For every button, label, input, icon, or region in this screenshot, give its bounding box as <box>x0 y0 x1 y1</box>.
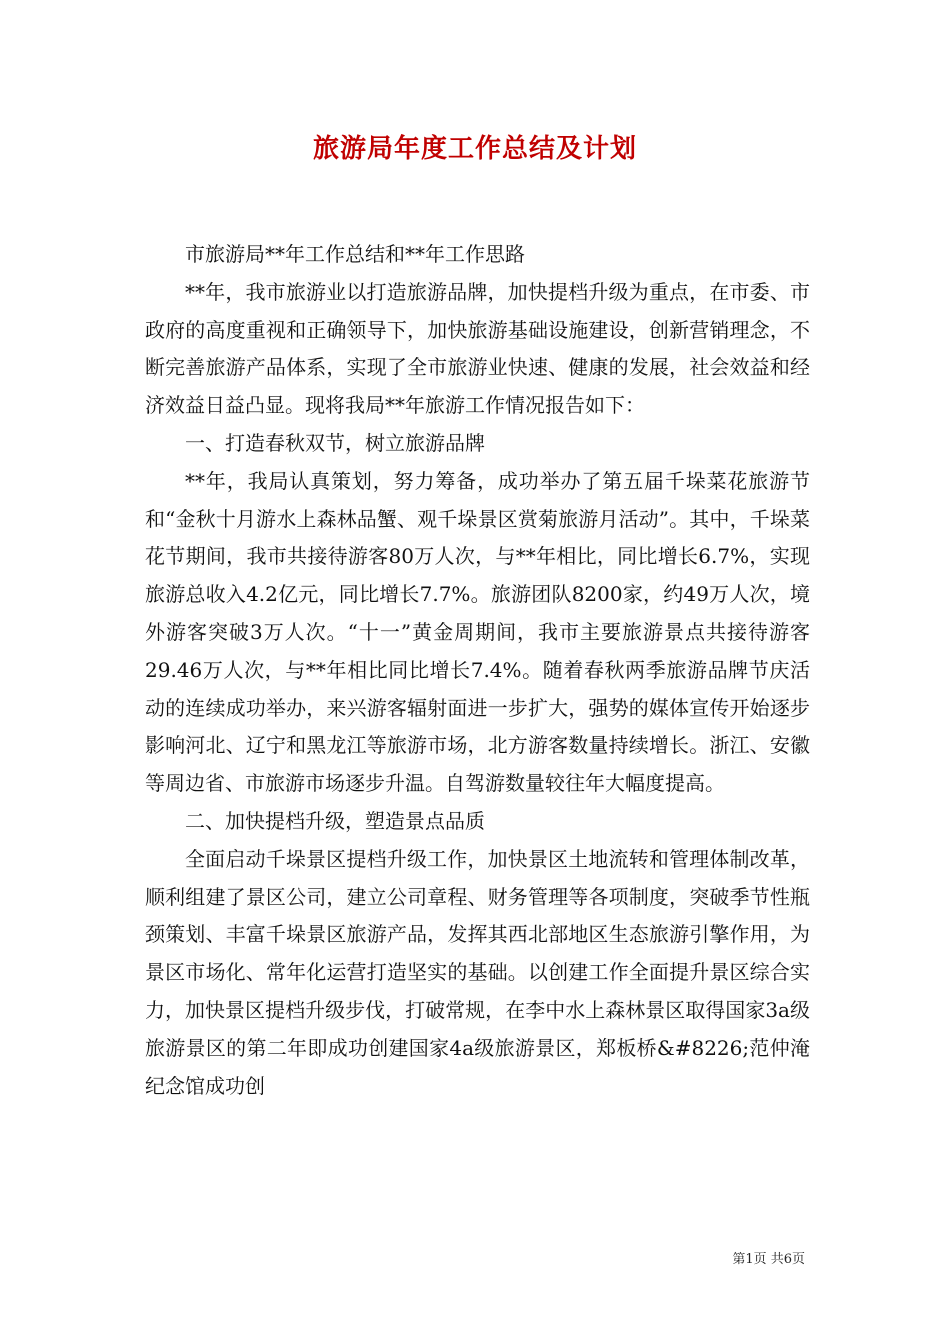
section-heading-1: 一、打造春秋双节，树立旅游品牌 <box>185 430 485 455</box>
document-body <box>145 236 810 1105</box>
paragraph-subtitle: 市旅游局**年工作总结和**年工作思路 <box>185 242 525 266</box>
paragraph-intro: **年，我市旅游业以打造旅游品牌，加快提档升级为重点，在市委、市政府的高度重视和正确领导下，加快旅游基础设施建设，创新营销理念，不断完善旅游产品体系，实现了全市旅游业快速、健康的发展，社会效益和经济效益日益凸显。现将我局**年旅游工作情况报告如下： <box>145 279 810 418</box>
paragraph-section-2: 全面启动千垛景区提档升级工作，加快景区土地流转和管理体制改革，顺利组建了景区公司，建立公司章程、财务管理等各项制度，突破季节性瓶颈策划、丰富千垛景区旅游产品，发挥其西北部地区生态旅游引擎作用，为景区市场化、常年化运营打造坚实的基础。以创建工作全面提升景区综合实力，加快景区提档升级步伐，打破常规，在李中水上森林景区取得国家3a级旅游景区的第二年即成功创建国家4a级旅游景区，郑板桥&#8226;范仲淹纪念馆成功创 <box>145 846 810 1098</box>
paragraph-section-1: **年，我局认真策划，努力筹备，成功举办了第五届千垛菜花旅游节和“金秋十月游水上森林品蟹、观千垛景区赏菊旅游月活动”。其中，千垛菜花节期间，我市共接待游客80万人次，与**年相比，同比增长6.7%，实现旅游总收入4.2亿元，同比增长7.7%。旅游团队8200家，约49万人次，境外游客突破3万人次。“十一”黄金周期间，我市主要旅游景点共接待游客29.46万人次，与**年相比同比增长7.4%。随着春秋两季旅游品牌节庆活动的连续成功举办，来兴游客辐射面进一步扩大，强势的媒体宣传开始逐步影响河北、辽宁和黑龙江等旅游市场，北方游客数量持续增长。浙江、安徽等周边省、市旅游市场逐步升温。自驾游数量较往年大幅度提高。 <box>145 468 810 796</box>
section-heading-2: 二、加快提档升级，塑造景点品质 <box>185 808 485 833</box>
document-title: 旅游局年度工作总结及计划 <box>312 134 637 164</box>
page-number-footer: 第1页 共6页 <box>732 1252 805 1267</box>
